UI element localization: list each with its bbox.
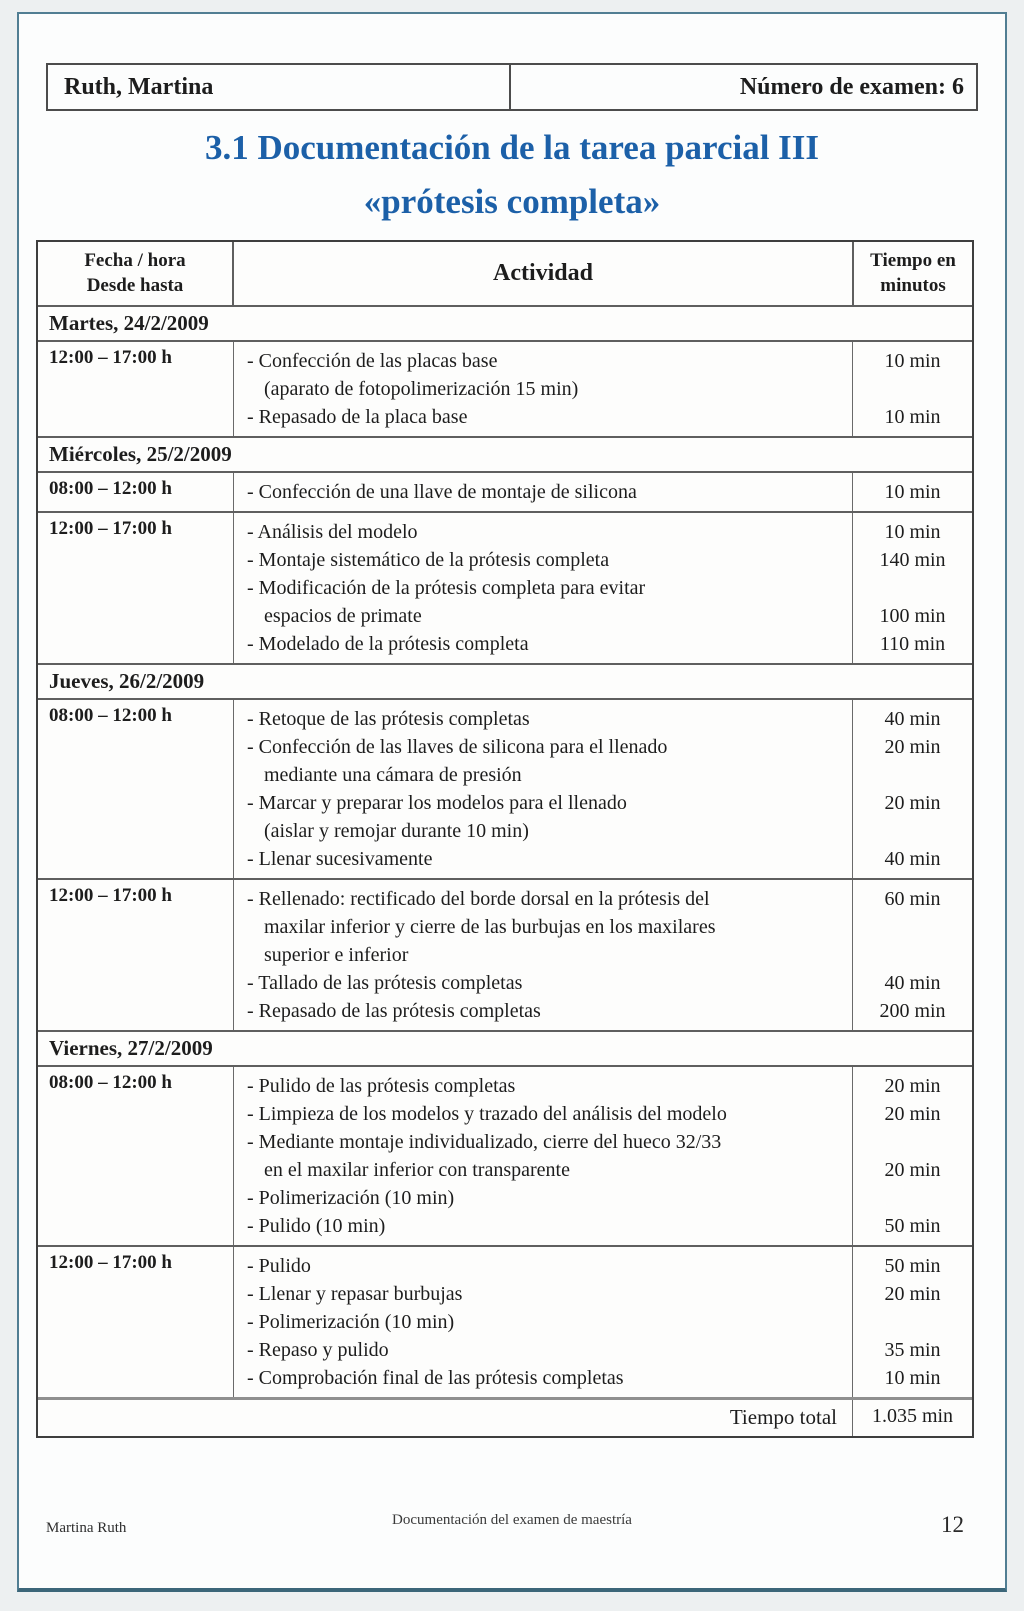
- minutes-value: [853, 375, 972, 403]
- column-header-tiempo: [852, 242, 972, 305]
- column-header-tiempo-line1: Tiempo en: [870, 249, 956, 271]
- total-label: Tiempo total: [729, 1404, 837, 1429]
- total-row: [38, 1397, 972, 1436]
- name-exam-header: [46, 63, 978, 111]
- activity-line: - Confección de las llaves de silicona para el llenado: [247, 735, 668, 758]
- day-row-miercoles: Miércoles, 25/2/2009: [38, 436, 972, 471]
- minutes-value: 50 min: [884, 1254, 941, 1277]
- activity-list: [234, 513, 852, 663]
- activity-line: - Repasado de la placa base: [247, 405, 468, 428]
- activity-line: - Tallado de las prótesis completas: [247, 971, 523, 994]
- day-row-jueves: Jueves, 26/2/2009: [38, 663, 972, 698]
- time-block-row: [38, 1065, 972, 1245]
- minutes-value: 10 min: [884, 405, 941, 428]
- footer-document-label: Documentación del examen de maestría: [392, 1512, 632, 1528]
- activity-line: - Repasado de las prótesis completas: [247, 999, 541, 1022]
- page-footer: [46, 1512, 978, 1538]
- minutes-value: 40 min: [884, 971, 941, 994]
- time-range: 12:00 – 17:00 h: [38, 880, 234, 1030]
- activity-line: - Modificación de la prótesis completa para evitar: [247, 576, 646, 599]
- minutes-value: 20 min: [884, 1074, 941, 1097]
- minutes-value: 10 min: [884, 480, 941, 503]
- activity-line: - Retoque de las prótesis completas: [247, 707, 530, 730]
- minutes-value: 40 min: [884, 707, 941, 730]
- activity-line: (aislar y remojar durante 10 min): [264, 819, 529, 842]
- minutes-list: [852, 342, 972, 436]
- day-row-viernes: Viernes, 27/2/2009: [38, 1030, 972, 1065]
- activity-line: superior e inferior: [264, 943, 409, 966]
- minutes-list: [852, 700, 972, 878]
- activity-list: [234, 1067, 852, 1245]
- activity-list: [234, 1247, 852, 1397]
- minutes-value: 20 min: [884, 1102, 941, 1125]
- activity-line: - Análisis del modelo: [247, 520, 418, 543]
- minutes-value: 140 min: [879, 548, 946, 571]
- time-block-row: [38, 340, 972, 436]
- column-header-fecha-line2: Desde hasta: [86, 275, 184, 297]
- minutes-value: [853, 574, 972, 602]
- activity-list: [234, 342, 852, 436]
- time-block-row: [38, 698, 972, 878]
- activity-line: - Llenar y repasar burbujas: [247, 1282, 463, 1305]
- column-header-tiempo-line2: minutos: [880, 275, 946, 297]
- document-page: [17, 12, 1007, 1592]
- activity-line: - Montaje sistemático de la prótesis completa: [247, 548, 610, 571]
- column-header-actividad: [234, 242, 852, 305]
- day-row-martes: Martes, 24/2/2009: [38, 305, 972, 340]
- activity-line: - Llenar sucesivamente: [247, 847, 433, 870]
- activity-line: - Polimerización (10 min): [247, 1186, 455, 1209]
- activity-table: [36, 240, 974, 1438]
- activity-line: (aparato de fotopolimerización 15 min): [264, 377, 579, 400]
- activity-line: - Confección de las placas base: [247, 349, 498, 372]
- table-header-row: [38, 242, 972, 305]
- minutes-value: 60 min: [884, 887, 941, 910]
- minutes-value: 10 min: [884, 349, 941, 372]
- minutes-value: 100 min: [879, 604, 946, 627]
- time-range: 12:00 – 17:00 h: [38, 1247, 234, 1397]
- minutes-value: [853, 1128, 972, 1156]
- activity-line: - Confección de una llave de montaje de silicona: [247, 480, 637, 503]
- time-range: 12:00 – 17:00 h: [38, 342, 234, 436]
- activity-line: - Repaso y pulido: [247, 1338, 389, 1361]
- column-header-fecha-hora: [38, 242, 234, 305]
- minutes-list: [852, 513, 972, 663]
- activity-list: [234, 700, 852, 878]
- activity-line: - Pulido (10 min): [247, 1214, 386, 1237]
- time-range: 08:00 – 12:00 h: [38, 700, 234, 878]
- activity-line: - Pulido: [247, 1254, 311, 1277]
- minutes-value: 110 min: [879, 632, 946, 655]
- minutes-value: 35 min: [884, 1338, 941, 1361]
- footer-author: Martina Ruth: [46, 1520, 127, 1536]
- activity-line: - Marcar y preparar los modelos para el llenado: [247, 791, 627, 814]
- minutes-value: 40 min: [884, 847, 941, 870]
- time-block-row: [38, 511, 972, 663]
- minutes-value: 20 min: [884, 791, 941, 814]
- activity-line: - Rellenado: rectificado del borde dorsal en la prótesis del: [247, 887, 710, 910]
- minutes-value: 50 min: [884, 1214, 941, 1237]
- activity-line: - Mediante montaje individualizado, cierre del hueco 32/33: [247, 1130, 722, 1153]
- minutes-value: [853, 941, 972, 969]
- minutes-value: [853, 1184, 972, 1212]
- minutes-list: [852, 880, 972, 1030]
- time-range: 08:00 – 12:00 h: [38, 473, 234, 511]
- total-value: 1.035 min: [852, 1400, 972, 1436]
- minutes-value: [853, 1308, 972, 1336]
- activity-list: [234, 880, 852, 1030]
- minutes-value: [853, 817, 972, 845]
- column-header-actividad-label: Actividad: [492, 259, 593, 286]
- minutes-value: [853, 913, 972, 941]
- activity-line: maxilar inferior y cierre de las burbujas en los maxilares: [264, 915, 716, 938]
- activity-line: mediante una cámara de presión: [264, 763, 522, 786]
- minutes-value: 10 min: [884, 520, 941, 543]
- page-number: 12: [941, 1512, 964, 1537]
- activity-line: - Polimerización (10 min): [247, 1310, 455, 1333]
- activity-line: en el maxilar inferior con transparente: [264, 1158, 570, 1181]
- activity-line: espacios de primate: [264, 604, 422, 627]
- minutes-list: [852, 1067, 972, 1245]
- column-header-fecha-line1: Fecha / hora: [84, 249, 186, 271]
- activity-list: [234, 473, 852, 511]
- minutes-value: 200 min: [879, 999, 946, 1022]
- document-title-line2: «prótesis completa»: [363, 182, 661, 222]
- minutes-value: 20 min: [884, 1282, 941, 1305]
- time-range: 08:00 – 12:00 h: [38, 1067, 234, 1245]
- student-name: Ruth, Martina: [48, 65, 511, 109]
- time-block-row: [38, 471, 972, 511]
- activity-line: - Modelado de la prótesis completa: [247, 632, 529, 655]
- minutes-value: 10 min: [884, 1366, 941, 1389]
- activity-line: - Limpieza de los modelos y trazado del análisis del modelo: [247, 1102, 727, 1125]
- minutes-value: 20 min: [884, 1158, 941, 1181]
- minutes-value: [853, 761, 972, 789]
- minutes-list: [852, 473, 972, 511]
- minutes-list: [852, 1247, 972, 1397]
- exam-number: Número de examen: 6: [739, 73, 964, 100]
- time-range: 12:00 – 17:00 h: [38, 513, 234, 663]
- time-block-row: [38, 878, 972, 1030]
- document-title: [19, 121, 1005, 230]
- activity-line: - Pulido de las prótesis completas: [247, 1074, 516, 1097]
- activity-line: - Comprobación final de las prótesis completas: [247, 1366, 624, 1389]
- document-title-line1: 3.1 Documentación de la tarea parcial III: [204, 128, 820, 167]
- time-block-row: [38, 1245, 972, 1397]
- minutes-value: 20 min: [884, 735, 941, 758]
